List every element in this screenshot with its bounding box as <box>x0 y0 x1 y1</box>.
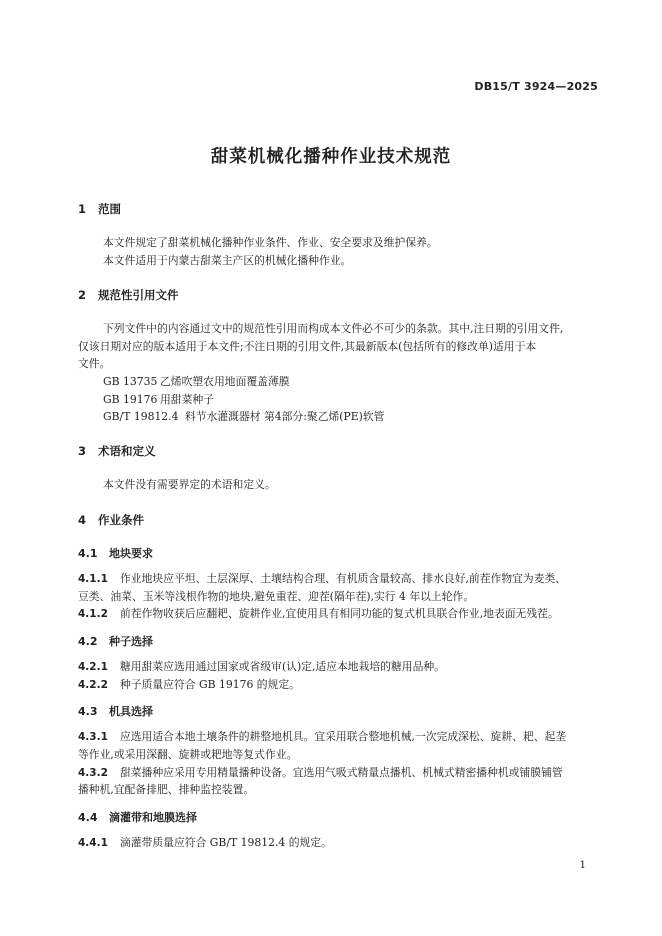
paragraph: 本文件规定了甜菜机械化播种作业条件、作业、安全要求及维护保养。 <box>103 236 438 249</box>
clause-text: 应选用适合本地土壤条件的耕整地机具。宜采用联合整地机械,一次完成深松、旋耕、耙、起垄 <box>120 730 567 743</box>
paragraph-line: 仅该日期对应的版本适用于本文件;不注日期的引用文件,其最新版本(包括所有的修改单)适用于本 <box>78 340 537 353</box>
section-number: 3 <box>78 444 87 458</box>
clause-4-3-2 <box>78 764 563 782</box>
clause-4-2-2 <box>78 676 300 694</box>
document-title: 甜菜机械化播种作业技术规范 <box>210 147 452 167</box>
paragraph: 本文件适用于内蒙古甜菜主产区的机械化播种作业。 <box>103 254 352 267</box>
reference-title: 乙烯吹塑农用地面覆盖薄膜 <box>160 375 290 388</box>
section-number: 1 <box>78 202 87 216</box>
clause-text-continued: 豆类、油菜、玉米等浅根作物的地块,避免重茬、迎茬(隔年茬),实行 4 年以上轮作。 <box>78 590 475 603</box>
section-number: 4 <box>78 513 87 527</box>
reference-code: GB 13735 <box>103 375 158 388</box>
subsection-4-1-heading <box>78 545 153 561</box>
section-title: 范围 <box>98 202 121 216</box>
reference-item <box>103 408 384 426</box>
clause-4-1-1 <box>78 570 566 588</box>
clause-number: 4.2.2 <box>78 679 108 691</box>
clause-text: 作业地块应平坦、土层深厚、土壤结构合理、有机质含量较高、排水良好,前茬作物宜为麦类、 <box>120 572 567 585</box>
clause-number: 4.1.1 <box>78 573 108 585</box>
reference-item <box>103 391 214 409</box>
subsection-number: 4.2 <box>78 635 98 648</box>
subsection-4-4-heading <box>78 809 197 825</box>
clause-4-1-2 <box>78 605 559 623</box>
clause-4-4-1 <box>78 834 332 852</box>
clause-text: 糖用甜菜应选用通过国家或省级审(认)定,适应本地栽培的糖用品种。 <box>120 660 445 673</box>
reference-code: GB 19176 <box>103 393 158 406</box>
section-3-heading <box>78 443 156 459</box>
subsection-4-2-heading <box>78 633 153 649</box>
reference-item <box>103 373 290 391</box>
section-title: 术语和定义 <box>98 444 156 458</box>
clause-text-continued: 等作业,或采用深翻、旋耕或耙地等复式作业。 <box>78 748 298 761</box>
clause-number: 4.4.1 <box>78 837 108 849</box>
paragraph-line: 文件。 <box>78 357 111 370</box>
page-number: 1 <box>579 859 586 871</box>
section-4-heading <box>78 512 144 528</box>
subsection-4-3-heading <box>78 703 153 719</box>
subsection-number: 4.1 <box>78 547 98 560</box>
clause-number: 4.3.1 <box>78 731 108 743</box>
document-code: DB15/T 3924—2025 <box>474 80 598 93</box>
clause-text: 甜菜播种应采用专用精量播种设备。宜选用气吸式精量点播机、机械式精密播种机或铺膜铺管 <box>120 766 563 779</box>
section-1-heading <box>78 201 121 217</box>
subsection-title: 地块要求 <box>109 547 153 560</box>
subsection-title: 机具选择 <box>109 705 153 718</box>
subsection-number: 4.3 <box>78 705 98 718</box>
section-title: 规范性引用文件 <box>98 288 179 302</box>
section-number: 2 <box>78 288 87 302</box>
reference-title: 料节水灌溉器材 第4部分:聚乙烯(PE)软管 <box>185 410 385 423</box>
reference-code: GB/T 19812.4 <box>103 410 179 423</box>
paragraph: 本文件没有需要界定的术语和定义。 <box>103 478 276 491</box>
section-title: 作业条件 <box>98 513 144 527</box>
clause-number: 4.2.1 <box>78 661 108 673</box>
clause-4-3-1 <box>78 728 566 746</box>
clause-number: 4.3.2 <box>78 767 108 779</box>
clause-text: 种子质量应符合 GB 19176 的规定。 <box>120 678 300 691</box>
paragraph-line: 下列文件中的内容通过文中的规范性引用而构成本文件必不可少的条款。其中,注日期的引用文件, <box>103 322 564 335</box>
section-2-heading <box>78 287 179 303</box>
subsection-title: 滴灌带和地膜选择 <box>109 811 197 824</box>
clause-text: 前茬作物收获后应翻耙、旋耕作业,宜使用具有相同功能的复式机具联合作业,地表面无残茬。 <box>120 607 559 620</box>
subsection-number: 4.4 <box>78 811 98 824</box>
clause-text-continued: 播种机,宜配备排肥、排种监控装置。 <box>78 783 255 796</box>
clause-text: 滴灌带质量应符合 GB/T 19812.4 的规定。 <box>120 836 332 849</box>
clause-number: 4.1.2 <box>78 608 108 620</box>
reference-title: 用甜菜种子 <box>160 393 214 406</box>
clause-4-2-1 <box>78 658 445 676</box>
subsection-title: 种子选择 <box>109 635 153 648</box>
